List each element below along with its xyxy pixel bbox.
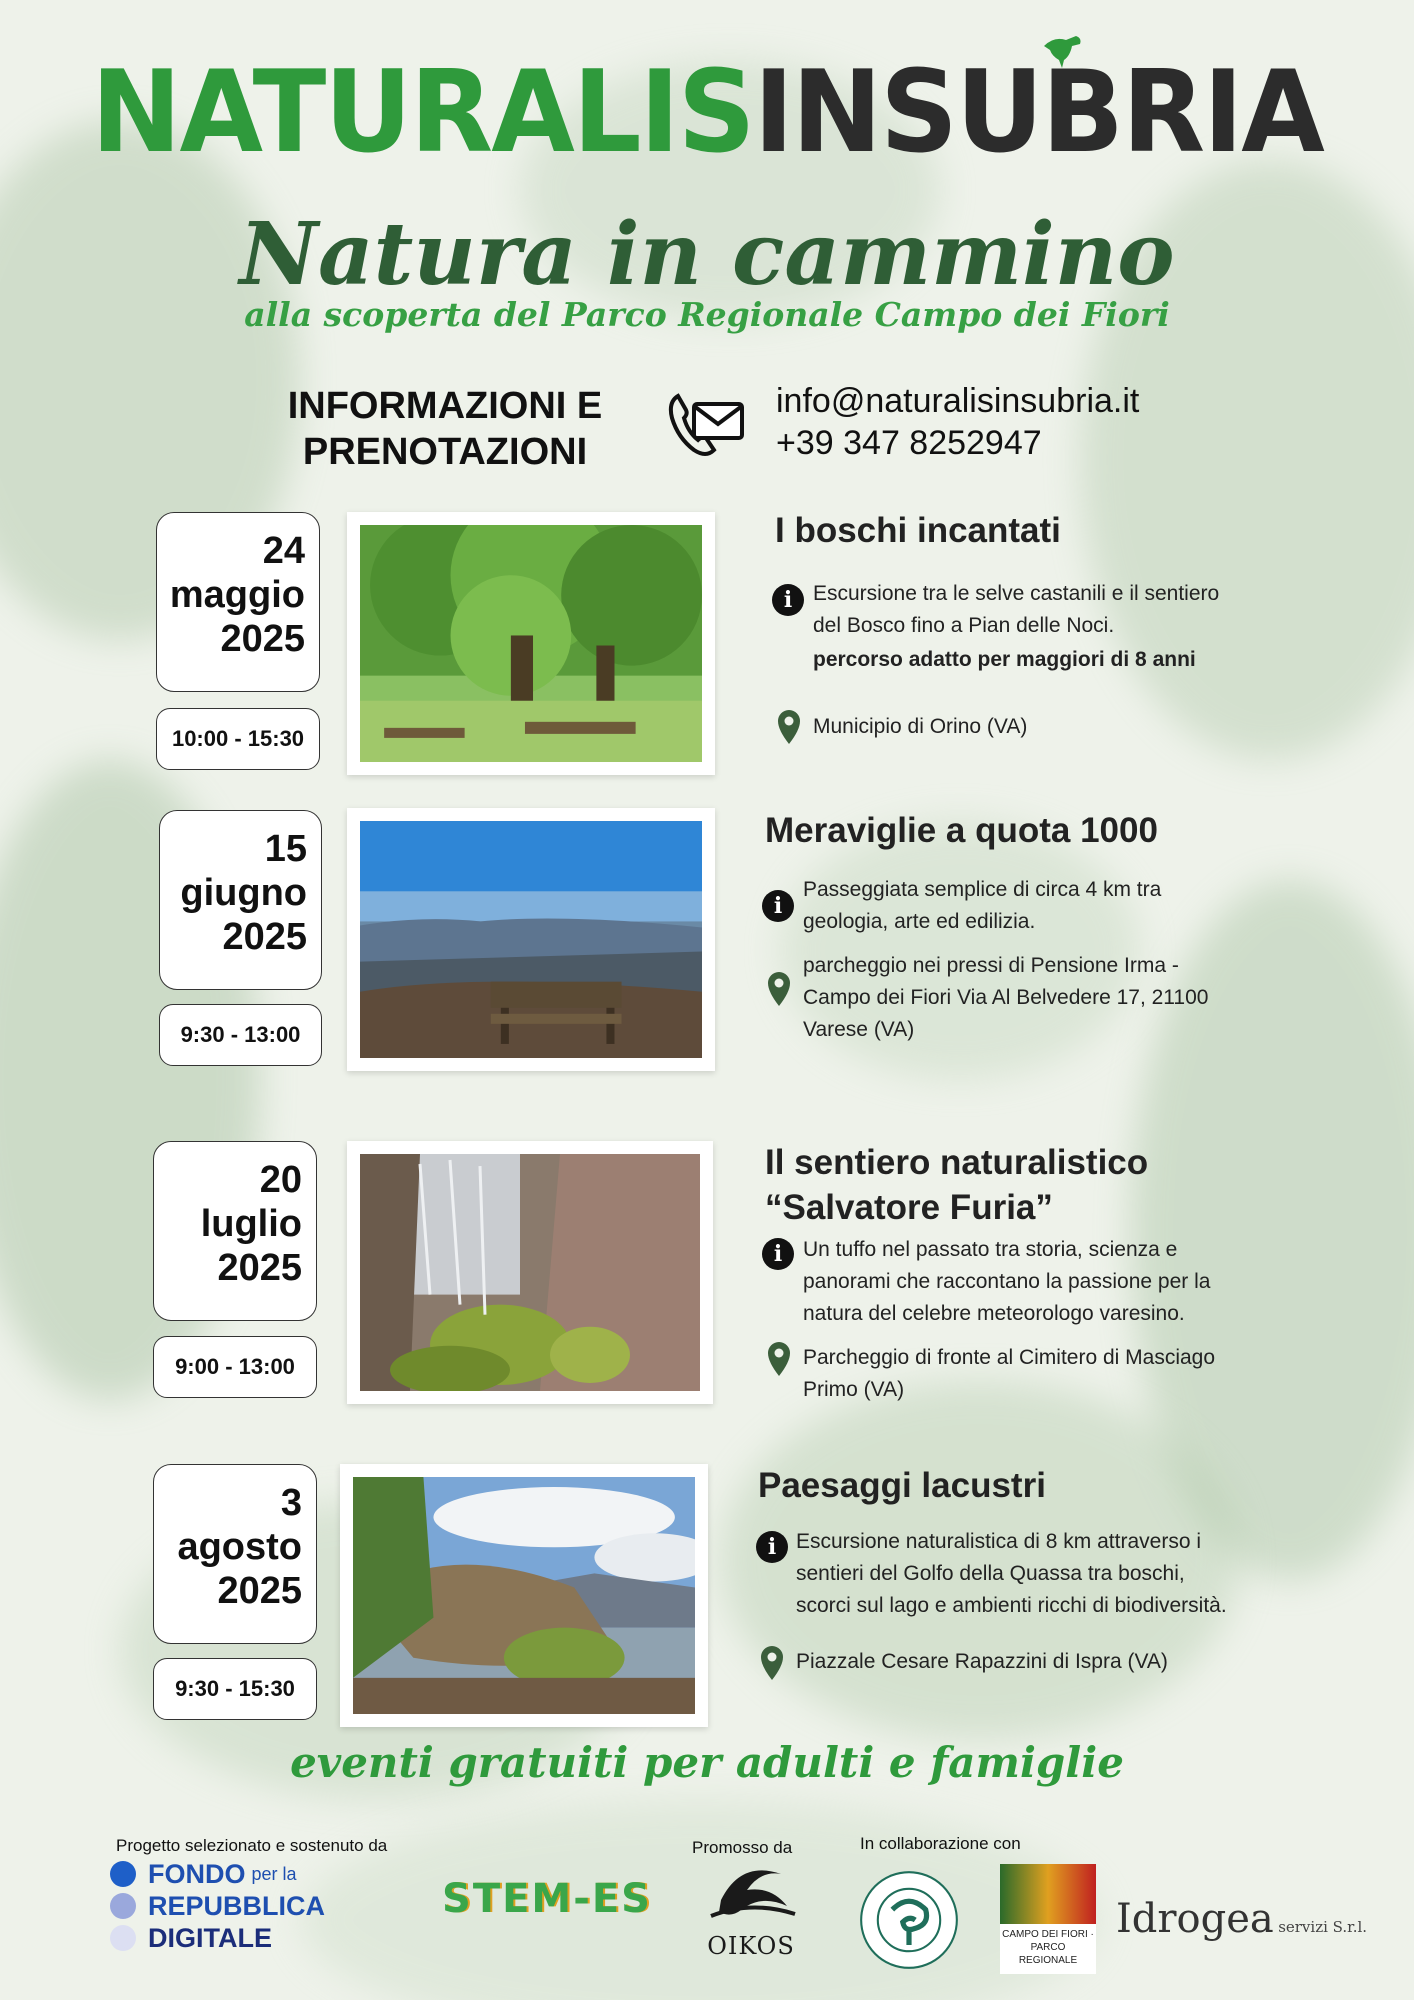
event2-desc-line1: Passeggiata semplice di circa 4 km tra <box>803 878 1162 901</box>
university-seal-icon <box>857 1868 961 1972</box>
idrogea-name: Idrogea <box>1116 1896 1274 1942</box>
event4-title: Paesaggi lacustri <box>758 1466 1046 1505</box>
event3-location-line2: Primo (VA) <box>803 1378 905 1401</box>
fondo-line3: DIGITALE <box>148 1922 272 1953</box>
event2-day: 15 <box>264 828 307 870</box>
event1-year: 2025 <box>220 618 305 660</box>
info-heading-line2: PRENOTAZIONI <box>302 431 588 473</box>
event4-year: 2025 <box>217 1570 302 1612</box>
event2-title: Meraviglie a quota 1000 <box>765 811 1158 850</box>
event3-time: 9:00 - 13:00 <box>153 1336 317 1398</box>
event3-desc-line3: natura del celebre meteorologo varesino. <box>803 1302 1185 1325</box>
event4-description <box>796 1526 1227 1622</box>
event3-title-line1: Il sentiero naturalistico <box>765 1143 1149 1182</box>
brand-logo <box>0 46 1414 179</box>
parco-logo <box>1000 1864 1096 1974</box>
event2-location-line2: Campo dei Fiori Via Al Belvedere 17, 21100 <box>803 986 1209 1009</box>
event1-desc-line1: Escursione tra le selve castanili e il sentiero <box>813 582 1220 605</box>
brand-part1: NATURALIS <box>91 46 754 179</box>
location-pin-icon <box>766 970 792 1008</box>
info-heading <box>230 383 660 475</box>
event3-year: 2025 <box>217 1247 302 1289</box>
event2-location <box>803 950 1208 1046</box>
event4-location: Piazzale Cesare Rapazzini di Ispra (VA) <box>796 1650 1168 1673</box>
event1-location: Municipio di Orino (VA) <box>813 715 1028 738</box>
event4-time: 9:30 - 15:30 <box>153 1658 317 1720</box>
event2-month: giugno <box>180 872 307 914</box>
event1-time: 10:00 - 15:30 <box>156 708 320 770</box>
email-link[interactable]: info@naturalisinsubria.it <box>776 382 1140 420</box>
event2-year: 2025 <box>222 916 307 958</box>
info-icon: i <box>762 1238 794 1270</box>
event1-day: 24 <box>262 530 305 572</box>
phone-link[interactable]: +39 347 8252947 <box>776 424 1042 462</box>
phone-mail-icon <box>664 388 746 460</box>
event3-location-line1: Parcheggio di fronte al Cimitero di Masciago <box>803 1346 1216 1369</box>
info-icon: i <box>762 890 794 922</box>
event2-location-line3: Varese (VA) <box>803 1018 915 1041</box>
event3-day: 20 <box>259 1159 302 1201</box>
event3-description <box>803 1234 1210 1330</box>
event4-date <box>153 1464 317 1644</box>
info-icon: i <box>756 1531 788 1563</box>
info-heading-line1: INFORMAZIONI E <box>287 385 603 427</box>
event1-title: I boschi incantati <box>775 511 1061 550</box>
fondo-line2: REPUBBLICA <box>148 1890 326 1921</box>
event3-location <box>803 1342 1215 1406</box>
event4-month: agosto <box>177 1526 302 1568</box>
location-pin-icon <box>766 1340 792 1378</box>
event1-date <box>156 512 320 692</box>
brand-part2: INSUBRIA <box>753 46 1323 179</box>
event3-title-line2: “Salvatore Furia” <box>765 1188 1053 1227</box>
event4-day: 3 <box>280 1482 302 1524</box>
event1-desc-line2: del Bosco fino a Pian delle Noci. <box>813 614 1115 637</box>
event2-photo <box>347 808 715 1071</box>
idrogea-logo <box>1116 1896 1367 1942</box>
event4-desc-line2: sentieri del Golfo della Quassa tra boschi, <box>796 1562 1185 1585</box>
fondo-small: per la <box>251 1863 297 1884</box>
event1-note: percorso adatto per maggiori di 8 anni <box>813 648 1196 671</box>
location-pin-icon <box>776 708 802 746</box>
location-pin-icon <box>759 1644 785 1682</box>
parco-logo-text: CAMPO DEI FIORI · PARCO REGIONALE <box>1002 1929 1094 1966</box>
page-subtitle: alla scoperta del Parco Regionale Campo dei Fiori <box>244 295 1170 334</box>
contact-info <box>776 380 1139 464</box>
oikos-logo-icon <box>692 1860 810 1930</box>
fondo-line1: FONDO <box>148 1858 246 1889</box>
idrogea-sub: servizi S.r.l. <box>1278 1918 1368 1936</box>
fondo-logo <box>110 1858 325 1954</box>
event3-photo <box>347 1141 713 1404</box>
event2-description <box>803 874 1161 938</box>
collab-label: In collaborazione con <box>860 1834 1021 1853</box>
event2-date <box>159 810 322 990</box>
event2-desc-line2: geologia, arte ed edilizia. <box>803 910 1036 933</box>
event4-desc-line3: scorci sul lago e ambienti ricchi di biodiversità. <box>796 1594 1227 1617</box>
selected-label: Progetto selezionato e sostenuto da <box>116 1836 388 1855</box>
oikos-label: OIKOS <box>707 1932 795 1960</box>
footer-tagline: eventi gratuiti per adulti e famiglie <box>290 1738 1124 1787</box>
event3-month: luglio <box>200 1203 302 1245</box>
event1-photo <box>347 512 715 775</box>
stem-logo: STEM-ES <box>442 1876 652 1922</box>
event3-desc-line2: panorami che raccontano la passione per la <box>803 1270 1211 1293</box>
event2-location-line1: parcheggio nei pressi di Pensione Irma - <box>803 954 1179 977</box>
event3-title <box>765 1140 1148 1230</box>
event3-date <box>153 1141 317 1321</box>
event1-month: maggio <box>169 574 305 616</box>
event2-time: 9:30 - 13:00 <box>159 1004 322 1066</box>
page-title: Natura in cammino <box>239 204 1175 305</box>
event1-description <box>813 578 1219 676</box>
promoted-label: Promosso da <box>692 1838 793 1857</box>
event4-desc-line1: Escursione naturalistica di 8 km attraverso i <box>796 1530 1201 1553</box>
info-icon: i <box>772 584 804 616</box>
event3-desc-line1: Un tuffo nel passato tra storia, scienza e <box>803 1238 1178 1261</box>
event4-photo <box>340 1464 708 1727</box>
